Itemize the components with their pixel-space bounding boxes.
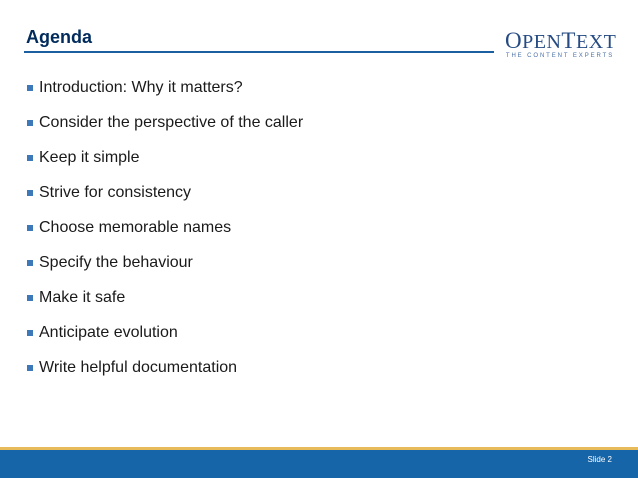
list-item-text: Keep it simple bbox=[39, 148, 140, 166]
square-bullet-icon bbox=[27, 225, 33, 231]
square-bullet-icon bbox=[27, 330, 33, 336]
list-item-text: Anticipate evolution bbox=[39, 323, 178, 341]
list-item-text: Introduction: Why it matters? bbox=[39, 78, 243, 96]
footer-bar bbox=[0, 450, 638, 478]
list-item bbox=[27, 140, 303, 175]
list-item-text: Specify the behaviour bbox=[39, 253, 193, 271]
square-bullet-icon bbox=[27, 365, 33, 371]
list-item-text: Strive for consistency bbox=[39, 183, 192, 201]
list-item-text: Write helpful documentation bbox=[39, 358, 238, 376]
opentext-logo bbox=[505, 28, 617, 59]
slide-title: Agenda bbox=[26, 27, 93, 47]
list-item-text: Choose memorable names bbox=[39, 218, 232, 236]
square-bullet-icon bbox=[27, 295, 33, 301]
list-item bbox=[27, 210, 303, 245]
square-bullet-icon bbox=[27, 85, 33, 91]
agenda-list bbox=[27, 70, 303, 385]
list-item-text: Make it safe bbox=[39, 288, 126, 306]
list-item bbox=[27, 315, 303, 350]
list-item bbox=[27, 280, 303, 315]
list-item bbox=[27, 105, 303, 140]
square-bullet-icon bbox=[27, 120, 33, 126]
title-underline bbox=[24, 51, 494, 53]
list-item bbox=[27, 245, 303, 280]
list-item-text: Consider the perspective of the caller bbox=[39, 113, 304, 131]
slide-number: Slide 2 bbox=[587, 455, 612, 464]
square-bullet-icon bbox=[27, 260, 33, 266]
logo-wordmark: OPENTEXT bbox=[505, 28, 617, 53]
list-item bbox=[27, 350, 303, 385]
logo-tagline: THE CONTENT EXPERTS bbox=[505, 53, 615, 59]
square-bullet-icon bbox=[27, 190, 33, 196]
square-bullet-icon bbox=[27, 155, 33, 161]
list-item bbox=[27, 70, 303, 105]
list-item bbox=[27, 175, 303, 210]
